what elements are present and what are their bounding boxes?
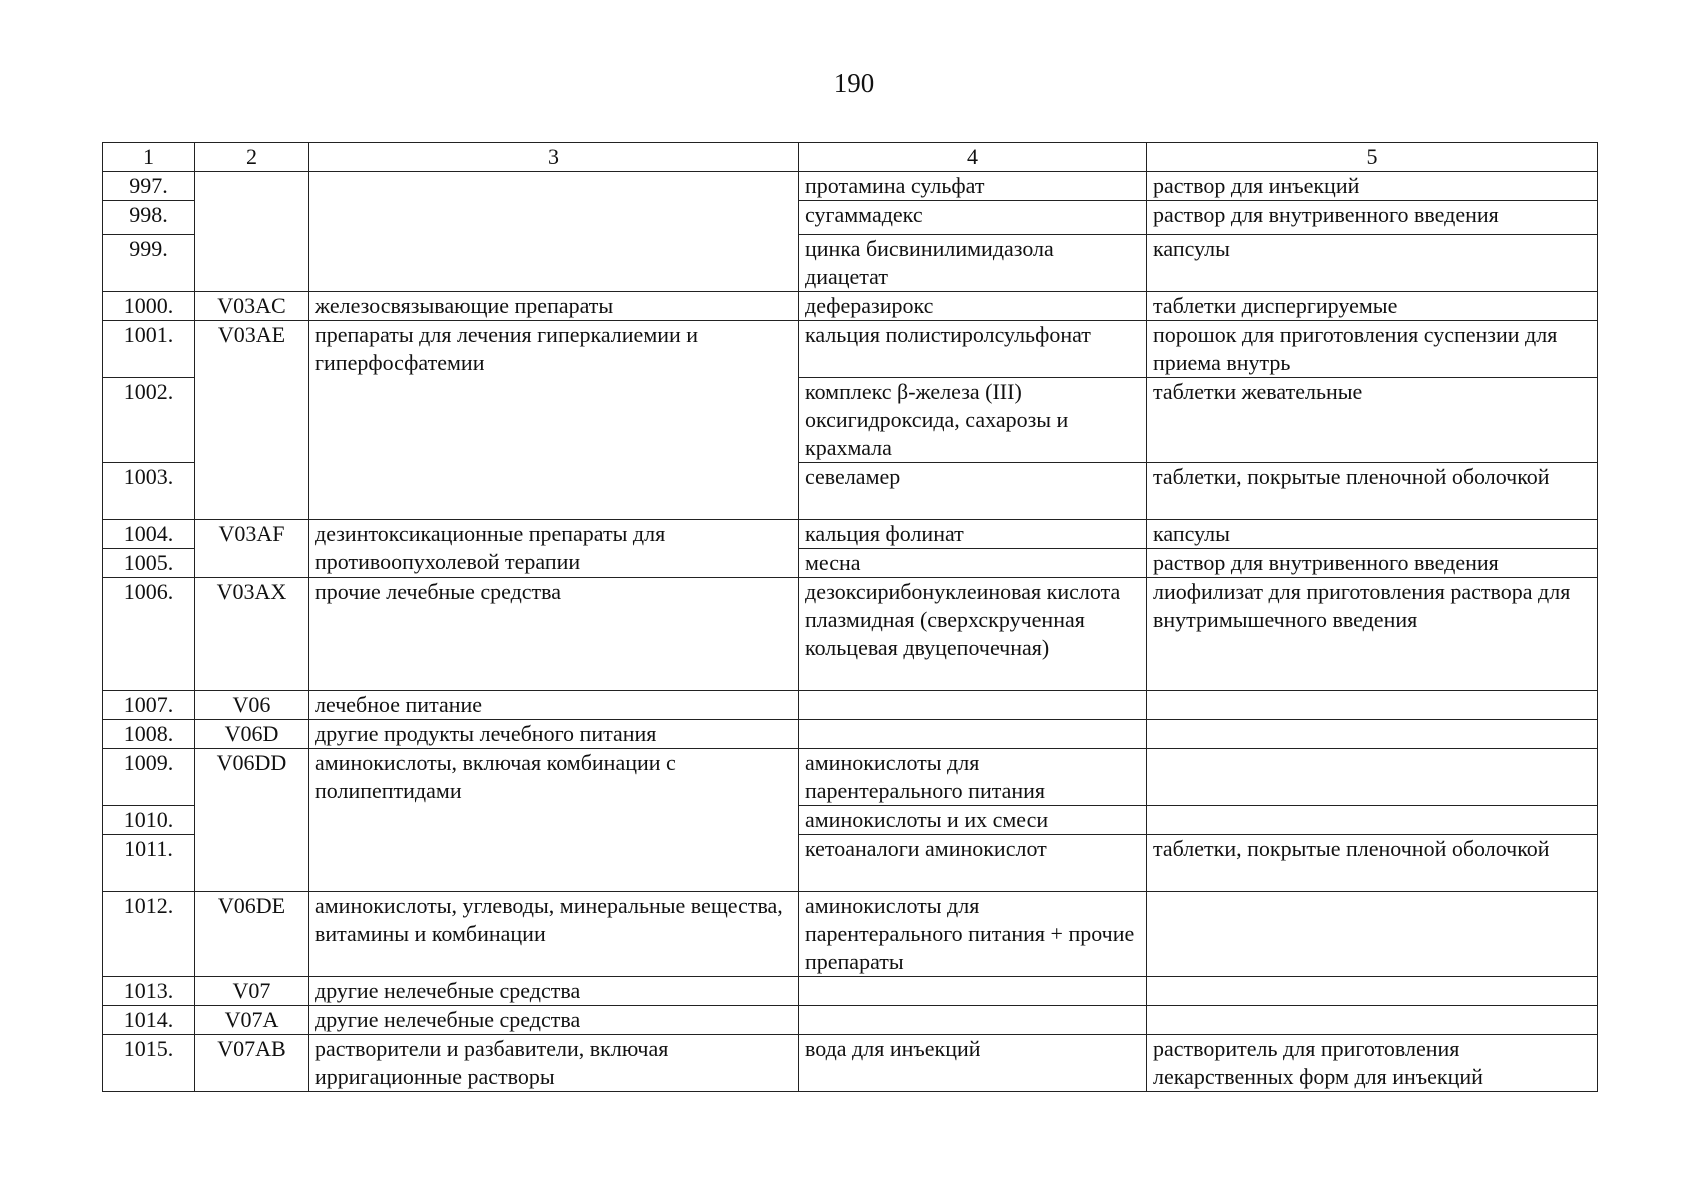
dosage-form — [1147, 691, 1598, 720]
dosage-form: таблетки жевательные — [1147, 378, 1598, 463]
atc-code: V06 — [195, 691, 309, 720]
table-row — [103, 1035, 1598, 1092]
table-row — [103, 977, 1598, 1006]
table-row — [103, 321, 1598, 378]
row-number: 1013. — [103, 977, 195, 1006]
atc-code — [195, 172, 309, 292]
page-number: 190 — [833, 68, 875, 98]
atc-code: V03AE — [195, 321, 309, 520]
table-row — [103, 720, 1598, 749]
group-name: железосвязывающие препараты — [309, 292, 799, 321]
atc-code: V06DE — [195, 892, 309, 977]
dosage-form: капсулы — [1147, 520, 1598, 549]
group-name: прочие лечебные средства — [309, 578, 799, 691]
row-number: 1003. — [103, 463, 195, 520]
atc-code: V06DD — [195, 749, 309, 892]
dosage-form: таблетки диспергируемые — [1147, 292, 1598, 321]
row-number: 1012. — [103, 892, 195, 977]
drug-name — [799, 977, 1147, 1006]
row-number: 997. — [103, 172, 195, 201]
group-name: препараты для лечения гиперкалиемии и гиперфосфатемии — [309, 321, 799, 520]
drug-name: цинка бисвинилимидазола диацетат — [799, 235, 1147, 292]
header-cell-5: 5 — [1147, 143, 1598, 172]
table-row — [103, 578, 1598, 691]
drug-name — [799, 720, 1147, 749]
atc-code: V07AB — [195, 1035, 309, 1092]
dosage-form — [1147, 1006, 1598, 1035]
dosage-form: лиофилизат для приготовления раствора для внутримышечного введения — [1147, 578, 1598, 691]
group-name: дезинтоксикационные препараты для противоопухолевой терапии — [309, 520, 799, 578]
header-row — [103, 143, 1598, 172]
dosage-form: растворитель для приготовления лекарственных форм для инъекций — [1147, 1035, 1598, 1092]
row-number: 1000. — [103, 292, 195, 321]
drug-name: комплекс β-железа (III) оксигидроксида, сахарозы и крахмала — [799, 378, 1147, 463]
drug-name: кальция полистиролсульфонат — [799, 321, 1147, 378]
dosage-form — [1147, 977, 1598, 1006]
table-body — [103, 172, 1598, 1092]
drug-name: севеламер — [799, 463, 1147, 520]
group-name: другие продукты лечебного питания — [309, 720, 799, 749]
row-number: 1008. — [103, 720, 195, 749]
drug-name: протамина сульфат — [799, 172, 1147, 201]
group-name: аминокислоты, включая комбинации с полипептидами — [309, 749, 799, 892]
table-row — [103, 1006, 1598, 1035]
atc-code: V07 — [195, 977, 309, 1006]
table-header — [103, 143, 1598, 172]
drug-name: месна — [799, 549, 1147, 578]
row-number: 1015. — [103, 1035, 195, 1092]
group-name — [309, 172, 799, 292]
dosage-form: раствор для внутривенного введения — [1147, 201, 1598, 235]
drug-name: кетоаналоги аминокислот — [799, 835, 1147, 892]
drug-name — [799, 1006, 1147, 1035]
drug-name: вода для инъекций — [799, 1035, 1147, 1092]
row-number: 1010. — [103, 806, 195, 835]
atc-code: V06D — [195, 720, 309, 749]
drug-name: сугаммадекс — [799, 201, 1147, 235]
row-number: 1014. — [103, 1006, 195, 1035]
table-row — [103, 749, 1598, 806]
atc-code: V03AC — [195, 292, 309, 321]
dosage-form: таблетки, покрытые пленочной оболочкой — [1147, 463, 1598, 520]
drug-name — [799, 691, 1147, 720]
dosage-form: раствор для внутривенного введения — [1147, 549, 1598, 578]
header-cell-2: 2 — [195, 143, 309, 172]
header-cell-1: 1 — [103, 143, 195, 172]
drug-table — [102, 142, 1598, 1092]
group-name: лечебное питание — [309, 691, 799, 720]
atc-code: V03AX — [195, 578, 309, 691]
drug-name: дезоксирибонуклеиновая кислота плазмидная (сверхскрученная кольцевая двуцепочечная) — [799, 578, 1147, 691]
row-number: 1001. — [103, 321, 195, 378]
dosage-form: порошок для приготовления суспензии для приема внутрь — [1147, 321, 1598, 378]
dosage-form — [1147, 806, 1598, 835]
row-number: 1011. — [103, 835, 195, 892]
drug-name: аминокислоты для парентерального питания + прочие препараты — [799, 892, 1147, 977]
row-number: 1009. — [103, 749, 195, 806]
group-name: другие нелечебные средства — [309, 1006, 799, 1035]
dosage-form — [1147, 892, 1598, 977]
dosage-form: раствор для инъекций — [1147, 172, 1598, 201]
header-cell-3: 3 — [309, 143, 799, 172]
dosage-form: капсулы — [1147, 235, 1598, 292]
row-number: 1004. — [103, 520, 195, 549]
dosage-form — [1147, 749, 1598, 806]
group-name: другие нелечебные средства — [309, 977, 799, 1006]
row-number: 999. — [103, 235, 195, 292]
row-number: 1002. — [103, 378, 195, 463]
row-number: 1007. — [103, 691, 195, 720]
dosage-form — [1147, 720, 1598, 749]
table-row — [103, 892, 1598, 977]
dosage-form: таблетки, покрытые пленочной оболочкой — [1147, 835, 1598, 892]
row-number: 1005. — [103, 549, 195, 578]
row-number: 998. — [103, 201, 195, 235]
atc-code: V07A — [195, 1006, 309, 1035]
table-row — [103, 691, 1598, 720]
drug-name: аминокислоты и их смеси — [799, 806, 1147, 835]
drug-name: деферазирокс — [799, 292, 1147, 321]
group-name: растворители и разбавители, включая ирригационные растворы — [309, 1035, 799, 1092]
table-row — [103, 172, 1598, 201]
table-row — [103, 292, 1598, 321]
table-row — [103, 520, 1598, 549]
group-name: аминокислоты, углеводы, минеральные вещества, витамины и комбинации — [309, 892, 799, 977]
drug-name: кальция фолинат — [799, 520, 1147, 549]
drug-name: аминокислоты для парентерального питания — [799, 749, 1147, 806]
row-number: 1006. — [103, 578, 195, 691]
header-cell-4: 4 — [799, 143, 1147, 172]
atc-code: V03AF — [195, 520, 309, 578]
